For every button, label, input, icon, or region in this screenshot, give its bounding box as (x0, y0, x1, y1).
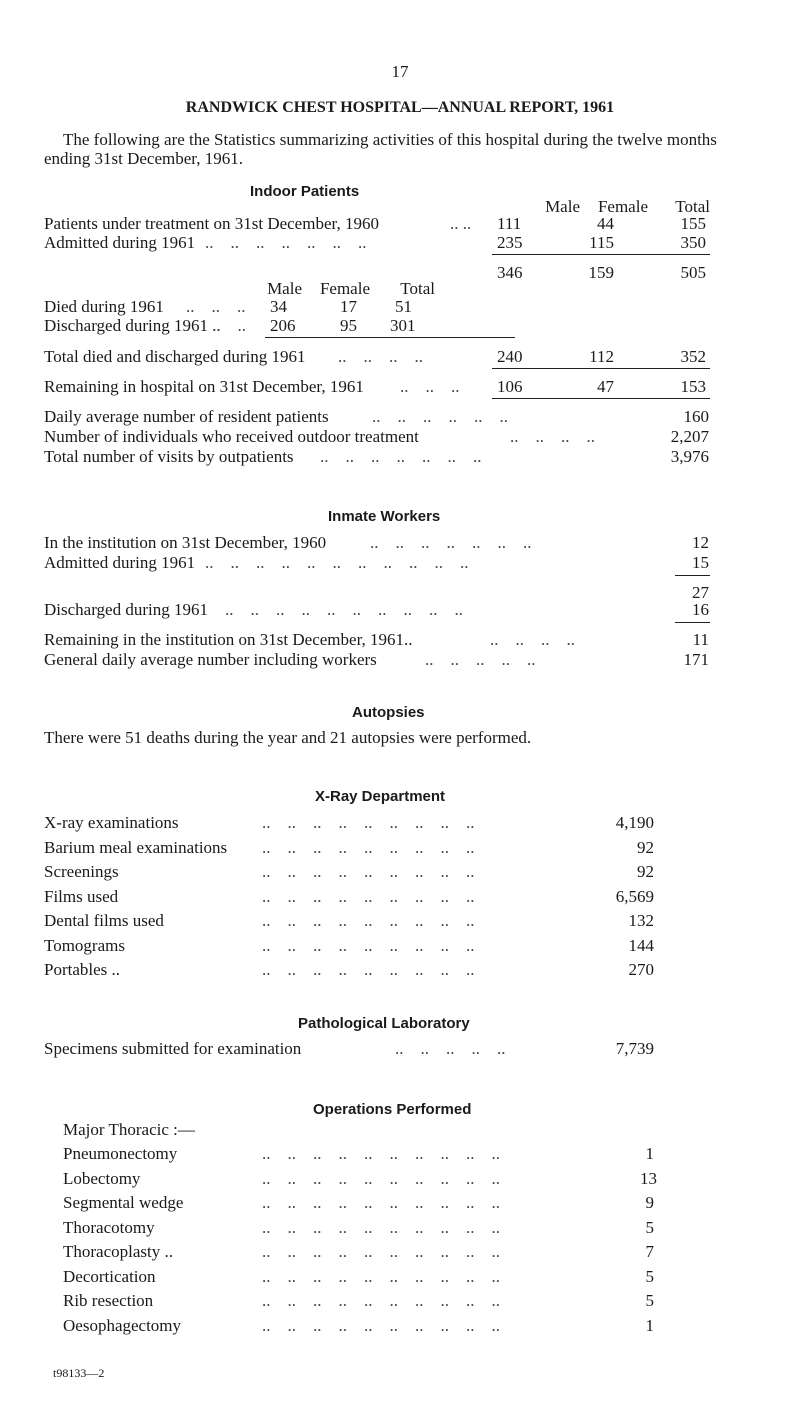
leader-dots: .. .. .. .. .. .. .. .. .. (262, 960, 475, 979)
indoor-subtotal-total: 505 (680, 263, 706, 282)
xray-row-label: Portables .. (44, 960, 121, 979)
indoor-discharged-male: 206 (270, 316, 296, 335)
indoor-admitted-female: 115 (589, 233, 614, 252)
died-col-male: Male (267, 279, 302, 298)
died-col-total: Total (400, 279, 435, 298)
indoor-remaining-female: 47 (597, 377, 614, 396)
indoor-admitted-male: 235 (497, 233, 523, 252)
leader-dots: .. .. (212, 316, 246, 335)
leader-dots: .. .. .. .. (510, 427, 595, 446)
indoor-died-male: 34 (270, 297, 287, 316)
xray-row-value: 132 (628, 911, 654, 930)
operation-row-label: Thoracotomy (63, 1217, 155, 1237)
indoor-col-male: Male (545, 197, 580, 216)
indoor-total-died-discharged-male: 240 (497, 347, 523, 366)
inmate-remaining-value: 11 (692, 630, 709, 649)
divider (675, 622, 710, 623)
leader-dots: .. .. .. .. .. .. .. .. .. .. (262, 1144, 500, 1163)
indoor-under-treatment-male: 111 (497, 214, 522, 233)
indoor-total-died-discharged-female: 112 (589, 347, 614, 366)
divider (492, 368, 710, 369)
inmate-remaining-label: Remaining in the institution on 31st December, 1961.. (44, 630, 413, 649)
page-number: 17 (391, 62, 409, 81)
divider (492, 398, 710, 399)
divider (675, 575, 710, 576)
leader-dots: .. .. .. .. .. .. .. .. .. (262, 935, 475, 955)
leader-dots: .. .. .. .. .. .. .. .. .. (262, 813, 475, 832)
indoor-under-treatment-label: Patients under treatment on 31st December, 1960 (44, 214, 379, 233)
indoor-subtotal-male: 346 (497, 263, 523, 282)
leader-dots: .. .. .. .. .. .. .. .. .. (262, 886, 475, 906)
indoor-died-total: 51 (395, 297, 412, 316)
xray-row-value: 4,190 (615, 813, 654, 832)
inmate-heading: Inmate Workers (328, 508, 441, 525)
died-col-female: Female (319, 279, 370, 298)
indoor-discharged-female: 95 (340, 316, 357, 335)
leader-dots: .. .. .. .. .. .. .. .. .. .. (262, 1242, 500, 1261)
operation-row-value: 13 (640, 1168, 657, 1188)
inmate-in-institution-value: 12 (692, 533, 709, 552)
xray-row-label: Dental films used (44, 911, 164, 930)
xray-row-label: Screenings (44, 862, 119, 881)
leader-dots: .. .. .. .. .. .. .. (320, 447, 482, 466)
inmate-discharged-label: Discharged during 1961 (44, 600, 208, 619)
leader-dots: .. .. .. .. .. .. .. .. .. .. (262, 1217, 500, 1237)
indoor-col-female: Female (597, 197, 648, 216)
indoor-discharged-label: Discharged during 1961 .. (44, 316, 221, 335)
xray-row-label: Barium meal examinations (44, 837, 228, 857)
operation-row-label: Rib resection (63, 1291, 154, 1310)
inmate-daily-average-value: 171 (683, 650, 709, 669)
autopsies-text: There were 51 deaths during the year and 21 autopsies were performed. (44, 728, 532, 747)
operation-row-value: 5 (645, 1217, 654, 1237)
inmate-admitted-label: Admitted during 1961 (44, 553, 196, 572)
leader-dots: .. .. .. .. .. (395, 1039, 506, 1058)
indoor-outdoor-individuals-value: 2,207 (670, 427, 709, 446)
operation-row-label: Decortication (63, 1266, 156, 1286)
indoor-admitted-label: Admitted during 1961 (44, 233, 196, 252)
indoor-remaining-male: 106 (497, 377, 523, 396)
operation-row-value: 5 (645, 1266, 654, 1286)
inmate-admitted-value: 15 (692, 553, 709, 572)
inmate-discharged-value: 16 (692, 600, 709, 619)
indoor-heading: Indoor Patients (250, 183, 360, 200)
indoor-outpatient-visits-label: Total number of visits by outpatients (44, 447, 294, 466)
operation-row-value: 1 (645, 1315, 654, 1335)
xray-row-value: 92 (637, 837, 654, 857)
operation-row-value: 5 (645, 1291, 654, 1310)
operations-subheading: Major Thoracic :— (63, 1120, 195, 1139)
leader-dots: .. .. .. (186, 297, 246, 316)
operation-row-label: Oesophagectomy (63, 1315, 182, 1335)
leader-dots: .. .. .. .. (338, 347, 423, 366)
leader-dots: .. .. .. .. .. .. .. (370, 533, 532, 552)
footer-code: t98133—2 (53, 1366, 105, 1380)
divider (492, 254, 710, 255)
intro-line-1: The following are the Statistics summarizing activities of this hospital during the twelve months (63, 130, 717, 149)
indoor-daily-average-value: 160 (683, 407, 709, 426)
indoor-remaining-label: Remaining in hospital on 31st December, 1961 (44, 377, 364, 396)
leader-dots: .. .. .. .. .. .. .. .. .. .. (225, 600, 463, 619)
operation-row-label: Lobectomy (63, 1168, 141, 1188)
indoor-remaining-total: 153 (680, 377, 706, 396)
leader-dots: .. .. .. .. .. .. .. .. .. .. (262, 1291, 500, 1310)
leader-dots: .. .. .. .. .. .. .. .. .. .. .. (205, 553, 469, 572)
indoor-died-label: Died during 1961 (44, 297, 164, 316)
autopsies-heading: Autopsies (352, 704, 425, 721)
inmate-subtotal: 27 (692, 583, 709, 602)
xray-heading: X-Ray Department (315, 788, 446, 805)
indoor-under-treatment-total: 155 (680, 214, 706, 233)
leader-dots: .. .. .. .. .. .. .. .. .. (262, 911, 475, 930)
xray-row-value: 144 (628, 935, 654, 955)
indoor-subtotal-female: 159 (588, 263, 614, 282)
leader-dots: .. .. .. .. .. .. .. .. .. (262, 837, 475, 857)
leader-dots: .. .. .. (400, 377, 460, 396)
indoor-died-female: 17 (340, 297, 357, 316)
leader-dots: .. .. .. .. .. .. .. .. .. .. (262, 1315, 500, 1335)
indoor-daily-average-label: Daily average number of resident patients (44, 407, 329, 426)
indoor-outdoor-individuals-label: Number of individuals who received outdoor treatment (44, 427, 419, 446)
xray-row-label: X-ray examinations (44, 813, 179, 832)
leader-dots: .. .. .. .. .. .. .. .. .. .. (262, 1168, 500, 1188)
leader-dots: .. .. .. .. .. .. (372, 407, 508, 426)
indoor-total-died-discharged-label: Total died and discharged during 1961 (44, 347, 306, 366)
operation-row-value: 7 (645, 1242, 654, 1261)
leader-dots: .. .. .. .. .. (425, 650, 536, 669)
indoor-discharged-total: 301 (390, 316, 416, 335)
intro-line-2: ending 31st December, 1961. (44, 149, 244, 168)
leader-dots: .. .. .. .. (490, 630, 575, 649)
leader-dots: .. .. .. .. .. .. .. .. .. .. (262, 1266, 500, 1286)
page-title: RANDWICK CHEST HOSPITAL—ANNUAL REPORT, 1961 (185, 99, 615, 116)
operation-row-value: 9 (645, 1193, 654, 1212)
leader-dots: .. .. .. .. .. .. .. .. .. .. (262, 1193, 500, 1212)
operation-row-label: Pneumonectomy (63, 1144, 178, 1163)
pathology-heading: Pathological Laboratory (298, 1015, 470, 1032)
inmate-daily-average-label: General daily average number including workers (44, 650, 377, 669)
indoor-outpatient-visits-value: 3,976 (670, 447, 709, 466)
indoor-col-total: Total (675, 197, 710, 216)
xray-row-value: 270 (628, 960, 654, 979)
xray-row-label: Films used (44, 886, 119, 906)
indoor-under-treatment-female: 44 (597, 214, 614, 233)
xray-row-value: 6,569 (615, 886, 654, 906)
xray-row-label: Tomograms (44, 935, 125, 955)
operation-row-label: Thoracoplasty .. (63, 1242, 173, 1261)
xray-row-value: 92 (637, 862, 654, 881)
leader-dots: .. .. (450, 214, 472, 233)
leader-dots: .. .. .. .. .. .. .. (205, 233, 367, 252)
divider (265, 337, 515, 338)
leader-dots: .. .. .. .. .. .. .. .. .. (262, 862, 475, 881)
indoor-admitted-total: 350 (680, 233, 706, 252)
operation-row-label: Segmental wedge (63, 1193, 184, 1212)
operations-heading: Operations Performed (313, 1101, 472, 1118)
pathology-specimens-value: 7,739 (615, 1039, 654, 1058)
pathology-specimens-label: Specimens submitted for examination (44, 1039, 302, 1058)
inmate-in-institution-label: In the institution on 31st December, 1960 (44, 533, 327, 552)
operation-row-value: 1 (645, 1144, 654, 1163)
indoor-total-died-discharged-total: 352 (680, 347, 706, 366)
